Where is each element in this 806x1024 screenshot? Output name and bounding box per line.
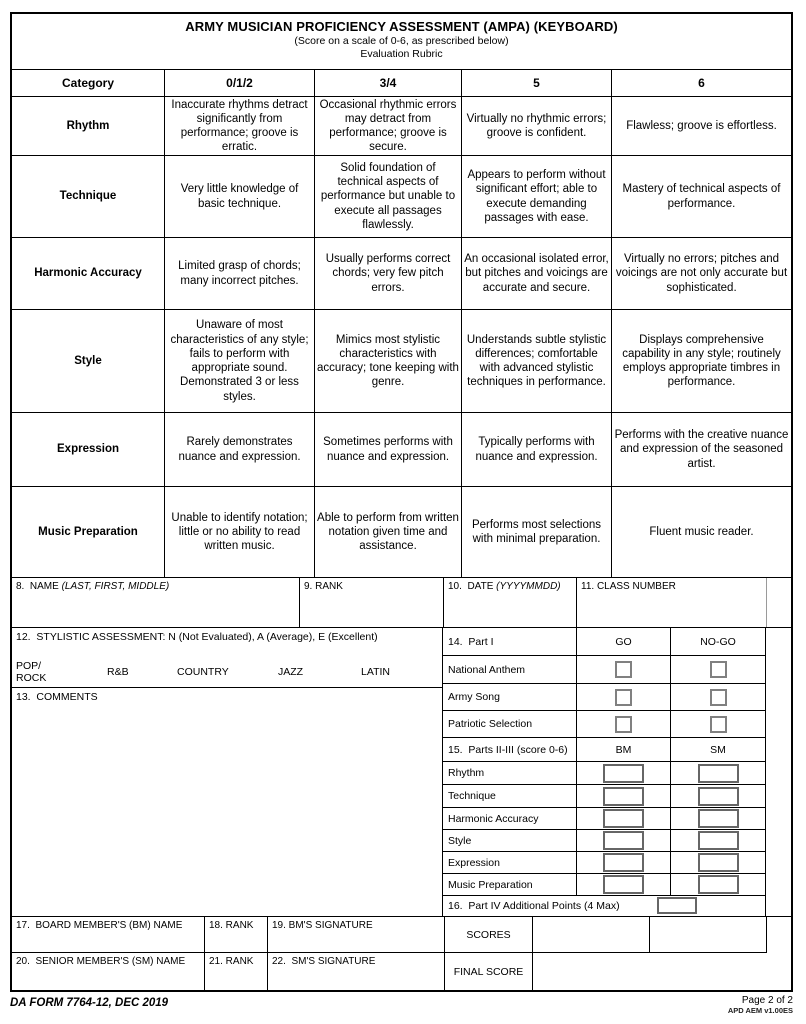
sm-cell: [671, 874, 766, 896]
style-sm-score-box[interactable]: [698, 831, 739, 850]
part23-item-label: Music Preparation: [443, 874, 577, 896]
sm-signature-field[interactable]: [268, 953, 445, 990]
go-column-header: GO: [577, 628, 671, 656]
scores-bm-cell[interactable]: [533, 917, 650, 953]
bm-cell: [577, 785, 671, 808]
music-preparation-sm-score-box[interactable]: [698, 875, 739, 894]
rubric-row-music-preparation: [12, 487, 791, 578]
ampa-form: [10, 12, 793, 992]
style-label-jazz: JAZZ: [278, 666, 304, 678]
form-subtitle-rubric: Evaluation Rubric: [360, 48, 443, 60]
rubric-cell: Fluent music reader.: [612, 487, 791, 578]
sm-cell: [671, 762, 766, 785]
edge-strip: [766, 808, 791, 830]
rubric-col-012: 0/1/2: [165, 70, 315, 97]
rubric-category-label: Rhythm: [12, 97, 165, 156]
bm-rank-label: 18. RANK: [209, 920, 254, 931]
rubric-cell: Inaccurate rhythms detract significantly from performance; groove is erratic.: [165, 97, 315, 156]
middle-section: [12, 628, 791, 917]
part1-row-national-anthem: [443, 656, 791, 684]
rubric-cell: Usually performs correct chords; very few pitch errors.: [315, 238, 462, 310]
edge-strip: [766, 896, 791, 916]
final-score-label: FINAL SCORE: [453, 965, 524, 978]
bm-cell: [577, 852, 671, 874]
footer-right-block: [728, 995, 793, 1015]
part23-row-expression: [443, 852, 791, 874]
bm-signature-label: 19. BM'S SIGNATURE: [272, 920, 373, 931]
edge-strip: [766, 852, 791, 874]
part1-row-patriotic-selection: [443, 711, 791, 738]
sm-cell: [671, 852, 766, 874]
name-hint: (LAST, FIRST, MIDDLE): [61, 581, 170, 592]
rubric-cell: Occasional rhythmic errors may detract from performance; groove is secure.: [315, 97, 462, 156]
army-song-go-checkbox[interactable]: [615, 689, 632, 706]
name-field[interactable]: [12, 578, 300, 627]
patriotic-selection-nogo-checkbox[interactable]: [710, 716, 727, 733]
part23-row-rhythm: [443, 762, 791, 785]
sm-name-label: 20. SENIOR MEMBER'S (SM) NAME: [16, 956, 186, 967]
form-title: ARMY MUSICIAN PROFICIENCY ASSESSMENT (AMPA) (KEYBOARD): [185, 19, 618, 34]
rubric-cell: Flawless; groove is effortless.: [612, 97, 791, 156]
rubric-cell: Performs most selections with minimal preparation.: [462, 487, 612, 578]
part1-row-army-song: [443, 684, 791, 711]
style-label-latin: LATIN: [361, 666, 390, 678]
rubric-row-technique: [12, 156, 791, 238]
edge-strip: [766, 656, 791, 684]
edge-strip: [766, 628, 791, 656]
rubric-cell: An occasional isolated error, but pitches and voicings are accurate and secure.: [462, 238, 612, 310]
rubric-cell: Able to perform from written notation given time and assistance.: [315, 487, 462, 578]
rubric-cell: Sometimes performs with nuance and expression.: [315, 413, 462, 487]
bm-signature-row: [12, 917, 791, 953]
rubric-col-5: 5: [462, 70, 612, 97]
nogo-column-header: NO-GO: [671, 628, 766, 656]
part1-header-row: [443, 628, 791, 656]
class-number-label: 11. CLASS NUMBER: [581, 581, 676, 592]
rubric-cell: Virtually no rhythmic errors; groove is confident.: [462, 97, 612, 156]
edge-strip: [766, 738, 791, 762]
rubric-cell: Performs with the creative nuance and expression of the seasoned artist.: [612, 413, 791, 487]
rubric-category-label: Music Preparation: [12, 487, 165, 578]
part23-header-row: [443, 738, 791, 762]
rubric-cell: Mastery of technical aspects of performance.: [612, 156, 791, 238]
rubric-col-34: 3/4: [315, 70, 462, 97]
rubric-cell: Very little knowledge of basic technique.: [165, 156, 315, 238]
bm-column-header: BM: [577, 738, 671, 762]
rubric-col-category: Category: [12, 70, 165, 97]
form-header: [12, 14, 791, 70]
rubric-cell: Unaware of most characteristics of any style; fails to perform with appropriate sound. Demonstrated 3 or less styles.: [165, 310, 315, 413]
technique-sm-score-box[interactable]: [698, 787, 739, 806]
harmonic-accuracy-bm-score-box[interactable]: [603, 809, 644, 828]
date-hint: (YYYYMMDD): [496, 581, 561, 592]
part4-additional-points-box[interactable]: [657, 897, 697, 914]
edge-strip: [766, 785, 791, 808]
part23-row-harmonic-accuracy: [443, 808, 791, 830]
rank-label: 9. RANK: [304, 581, 343, 592]
style-label-rnb: R&B: [107, 666, 129, 678]
rubric-category-label: Style: [12, 310, 165, 413]
part23-item-label: Expression: [443, 852, 577, 874]
go-cell: [577, 711, 671, 738]
rubric-cell: Displays comprehensive capability in any style; routinely employs appropriate timbres in performance.: [612, 310, 791, 413]
part23-row-music-preparation: [443, 874, 791, 896]
rubric-cell: Virtually no errors; pitches and voicings are not only accurate but sophisticated.: [612, 238, 791, 310]
scores-sm-cell[interactable]: [650, 917, 767, 953]
bm-cell: [577, 808, 671, 830]
rubric-cell: Solid foundation of technical aspects of performance but unable to execute all passages flawlessly.: [315, 156, 462, 238]
stylistic-assessment-label: 12. STYLISTIC ASSESSMENT: N (Not Evaluated), A (Average), E (Excellent): [16, 631, 378, 643]
rubric-row-harmonic-accuracy: [12, 238, 791, 310]
sm-cell: [671, 785, 766, 808]
rubric-category-label: Harmonic Accuracy: [12, 238, 165, 310]
part23-item-label: Harmonic Accuracy: [443, 808, 577, 830]
rubric-cell: Appears to perform without significant effort; able to execute demanding passages with ease.: [462, 156, 612, 238]
part23-label: 15. Parts II-III (score 0-6): [443, 738, 577, 762]
sm-signature-label: 22. SM'S SIGNATURE: [272, 956, 376, 967]
bm-cell: [577, 874, 671, 896]
style-label-country: COUNTRY: [177, 666, 229, 678]
style-labels-row: [12, 659, 442, 685]
nogo-cell: [671, 656, 766, 684]
sm-rank-label: 21. RANK: [209, 956, 254, 967]
date-label: 10. DATE: [448, 581, 494, 592]
edge-strip: [767, 917, 791, 953]
harmonic-accuracy-sm-score-box[interactable]: [698, 809, 739, 828]
bm-name-label: 17. BOARD MEMBER'S (BM) NAME: [16, 920, 183, 931]
rubric-row-expression: [12, 413, 791, 487]
sm-name-field[interactable]: [12, 953, 205, 990]
edge-strip: [766, 874, 791, 896]
part1-label: 14. Part I: [443, 628, 577, 656]
expression-bm-score-box[interactable]: [603, 853, 644, 872]
part23-item-label: Style: [443, 830, 577, 852]
scores-label: SCORES: [466, 928, 511, 941]
nogo-cell: [671, 684, 766, 711]
form-subtitle-scale: (Score on a scale of 0-6, as prescribed below): [294, 35, 509, 47]
bm-cell: [577, 830, 671, 852]
rubric-cell: Unable to identify notation; little or no ability to read written music.: [165, 487, 315, 578]
comments-field[interactable]: [12, 688, 442, 916]
technique-bm-score-box[interactable]: [603, 787, 644, 806]
rubric-cell: Understands subtle stylistic differences; comfortable with advanced stylistic techniques in performance.: [462, 310, 612, 413]
name-label: 8. NAME: [16, 581, 59, 592]
footer-form-number: DA FORM 7764-12, DEC 2019: [10, 997, 169, 1009]
field-divider-line: [766, 578, 767, 627]
style-label-pop-rock: POP/ ROCK: [16, 660, 47, 684]
part23-row-style: [443, 830, 791, 852]
bm-cell: [577, 762, 671, 785]
part1-item-label: Army Song: [443, 684, 577, 711]
rubric-row-rhythm: [12, 97, 791, 156]
national-anthem-go-checkbox[interactable]: [615, 661, 632, 678]
rubric-cell: Mimics most stylistic characteristics with accuracy; tone keeping with genre.: [315, 310, 462, 413]
final-score-cell[interactable]: [533, 953, 791, 990]
sm-signature-row: [12, 953, 791, 990]
edge-strip: [766, 711, 791, 738]
sm-rank-field[interactable]: [205, 953, 268, 990]
bm-name-field[interactable]: [12, 917, 205, 953]
rubric-category-label: Expression: [12, 413, 165, 487]
rubric-category-label: Technique: [12, 156, 165, 238]
part23-item-label: Technique: [443, 785, 577, 808]
army-song-nogo-checkbox[interactable]: [710, 689, 727, 706]
final-score-label-cell: [445, 953, 533, 990]
rubric-row-style: [12, 310, 791, 413]
bm-signature-field[interactable]: [268, 917, 445, 953]
part4-section: [443, 896, 766, 916]
patriotic-selection-go-checkbox[interactable]: [615, 716, 632, 733]
sm-cell: [671, 808, 766, 830]
edge-strip: [766, 684, 791, 711]
part1-item-label: National Anthem: [443, 656, 577, 684]
rubric-col-6: 6: [612, 70, 791, 97]
music-preparation-bm-score-box[interactable]: [603, 875, 644, 894]
date-field[interactable]: [444, 578, 577, 627]
comments-label: 13. COMMENTS: [16, 691, 98, 703]
edge-strip: [766, 762, 791, 785]
bm-rank-field[interactable]: [205, 917, 268, 953]
rubric-header-row: [12, 70, 791, 97]
footer-version: APD AEM v1.00ES: [727, 1005, 793, 1015]
part1-item-label: Patriotic Selection: [443, 711, 577, 738]
rubric-cell: Rarely demonstrates nuance and expression.: [165, 413, 315, 487]
rank-field[interactable]: [300, 578, 444, 627]
sm-cell: [671, 830, 766, 852]
class-number-field[interactable]: [577, 578, 791, 627]
part23-item-label: Rhythm: [443, 762, 577, 785]
part23-row-technique: [443, 785, 791, 808]
style-bm-score-box[interactable]: [603, 831, 644, 850]
identification-row: [12, 578, 791, 628]
edge-strip: [766, 830, 791, 852]
nogo-cell: [671, 711, 766, 738]
footer-page-number: Page 2 of 2: [741, 995, 793, 1006]
rhythm-sm-score-box[interactable]: [698, 764, 739, 783]
right-pane: [443, 628, 791, 916]
expression-sm-score-box[interactable]: [698, 853, 739, 872]
rhythm-bm-score-box[interactable]: [603, 764, 644, 783]
part4-row: [443, 896, 791, 916]
left-pane: [12, 628, 443, 916]
stylistic-assessment-section[interactable]: [12, 628, 442, 688]
scores-label-cell: [445, 917, 533, 953]
go-cell: [577, 656, 671, 684]
part4-label: 16. Part IV Additional Points (4 Max): [448, 900, 620, 912]
sm-column-header: SM: [671, 738, 766, 762]
go-cell: [577, 684, 671, 711]
rubric-cell: Limited grasp of chords; many incorrect pitches.: [165, 238, 315, 310]
rubric-cell: Typically performs with nuance and expression.: [462, 413, 612, 487]
national-anthem-nogo-checkbox[interactable]: [710, 661, 727, 678]
